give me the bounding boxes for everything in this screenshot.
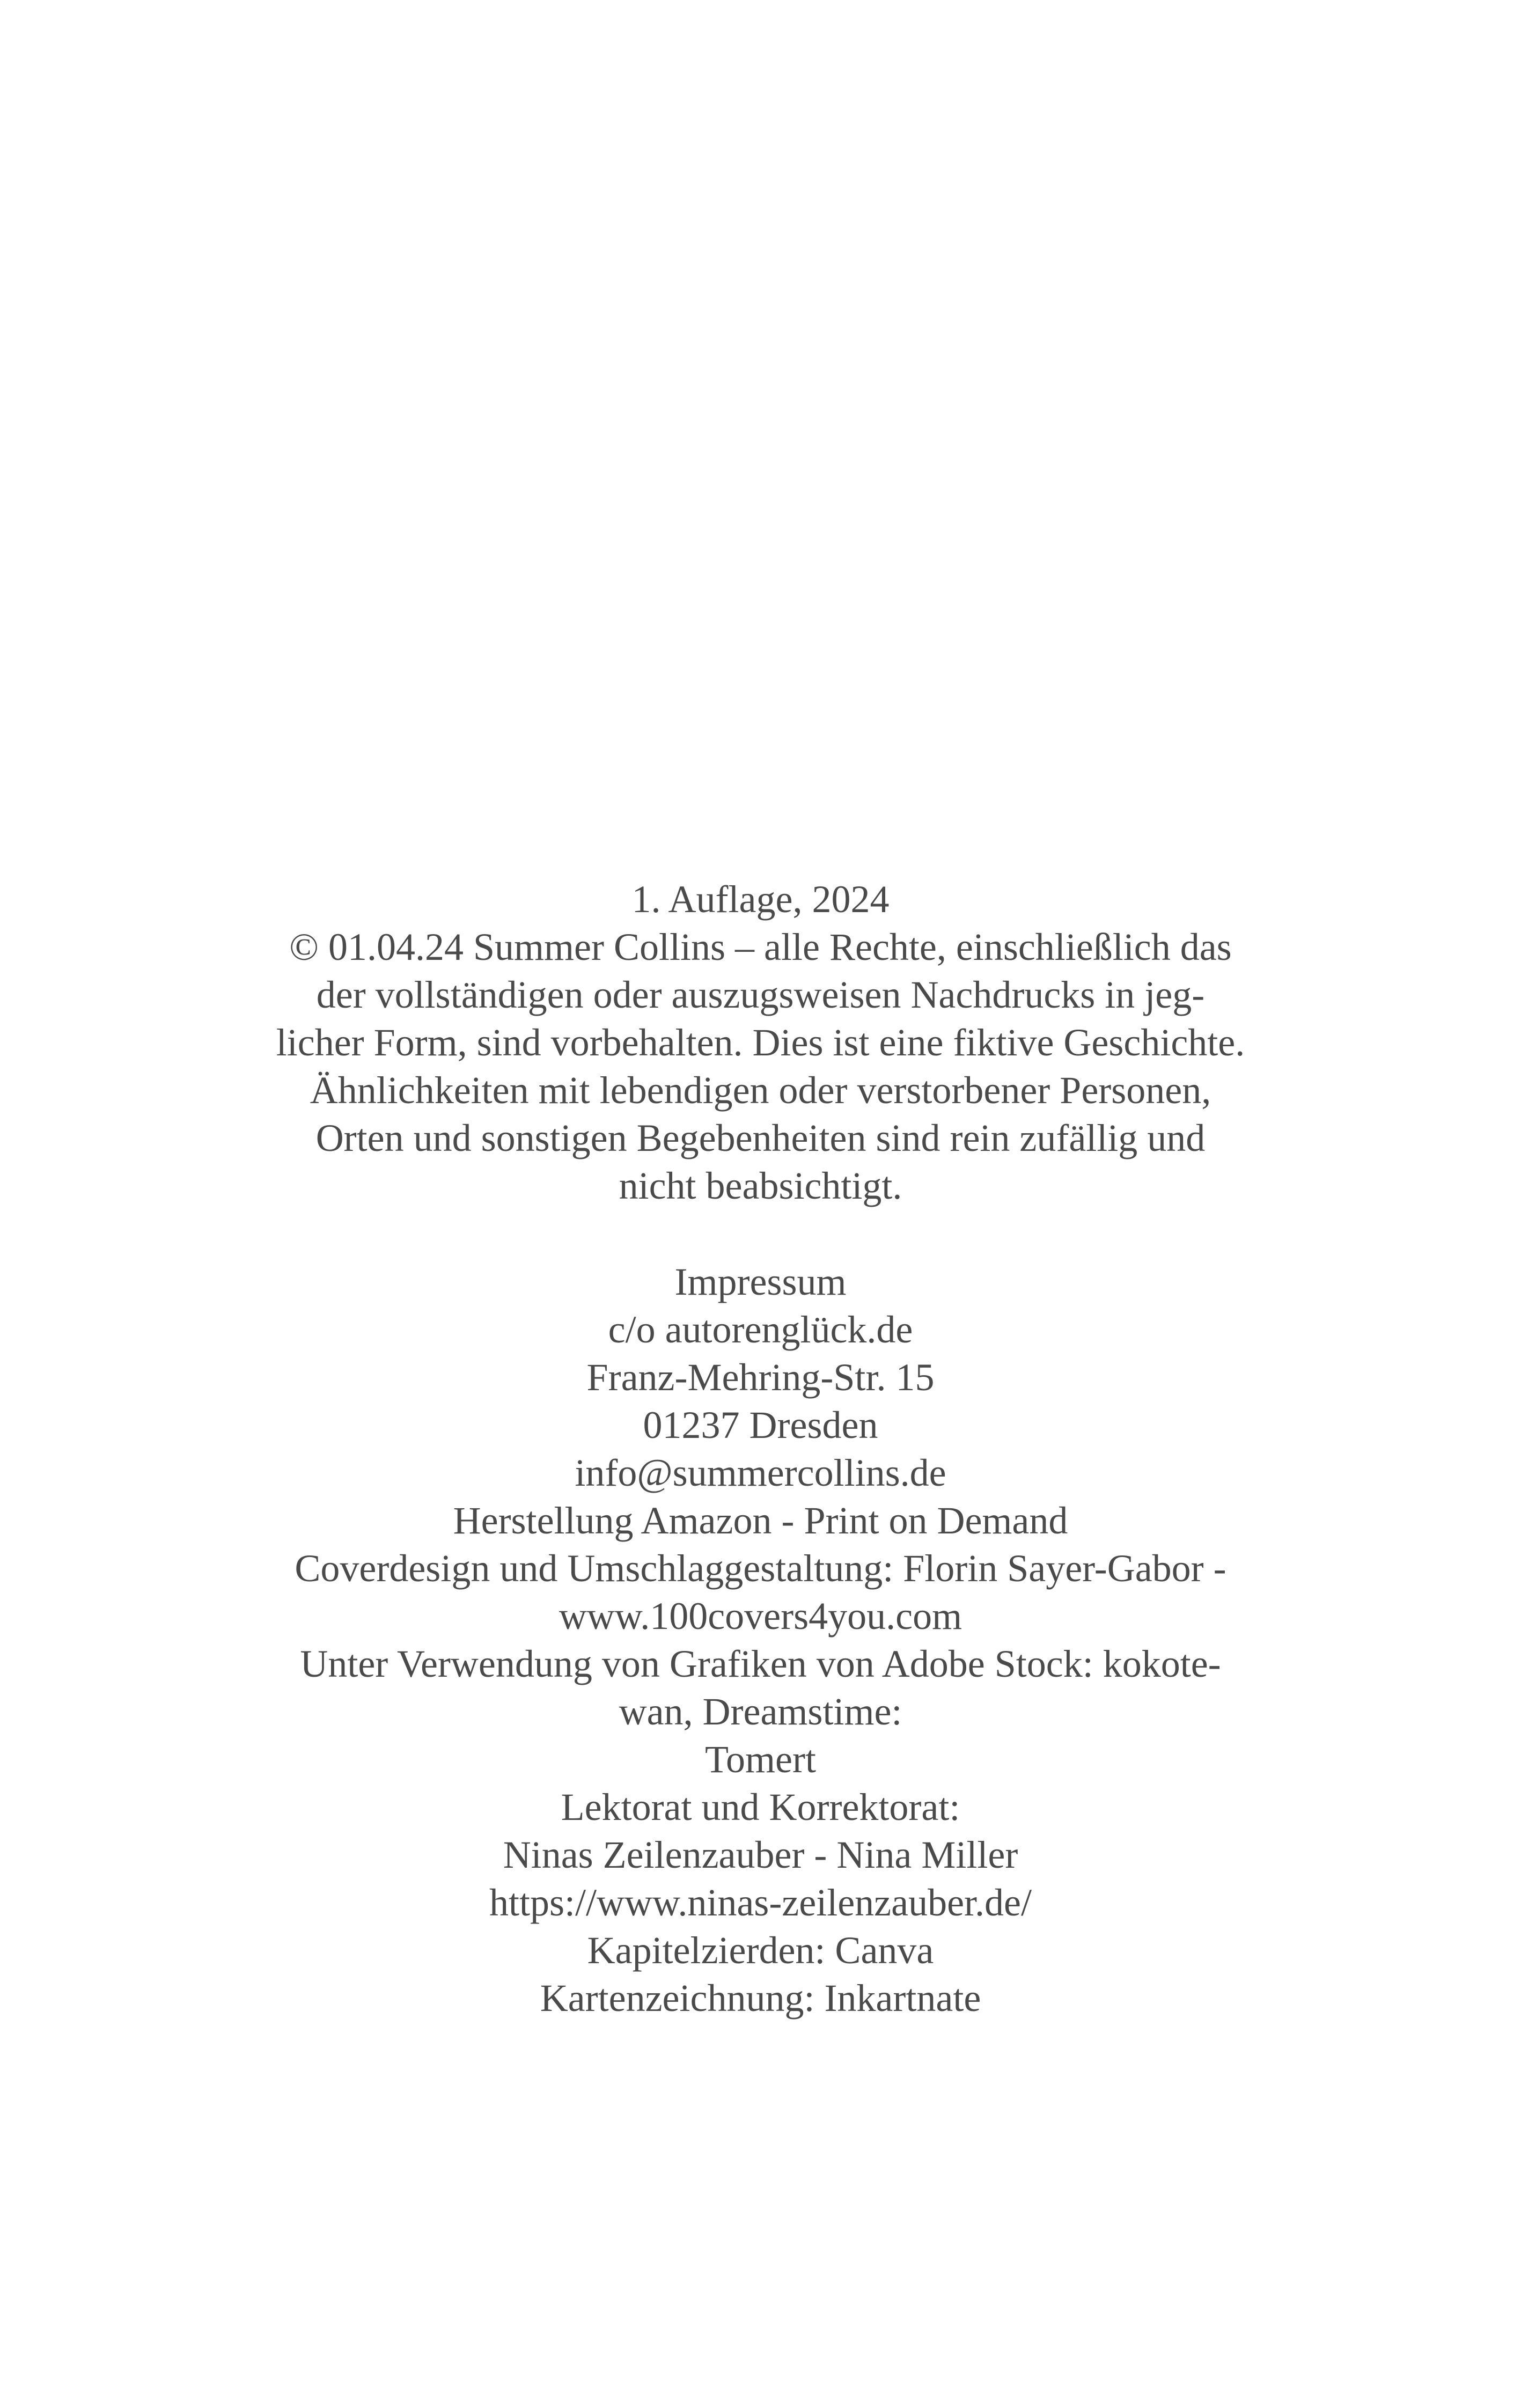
copyright-text-line: nicht beabsichtigt. [619,1164,902,1207]
impressum-url: www.100covers4you.com [559,1595,962,1638]
copyright-text-line: Orten und sonstigen Begebenheiten sind rein zufällig und [315,1117,1206,1159]
copyright-text-line: © 01.04.24 Summer Collins – alle Rechte, einschließlich das [289,926,1232,968]
impressum-credit-line: Coverdesign und Umschlaggestaltung: Florin Sayer-Gabor - [295,1547,1226,1590]
copyright-text-line: licher Form, sind vorbehalten. Dies ist eine fiktive Geschichte. [276,1021,1245,1064]
impressum-credit-line: wan, Dreamstime: [619,1690,902,1733]
impressum-credit-line: Kapitelzierden: Canva [587,1929,934,1972]
impressum-email: info@summercollins.de [575,1451,946,1494]
impressum-address-line: 01237 Dresden [643,1404,878,1447]
copyright-text-line: Ähnlichkeiten mit lebendigen oder verstorbener Personen, [310,1069,1211,1112]
impressum-address-line: c/o autorenglück.de [608,1308,913,1351]
impressum-section [0,1258,1521,2022]
impressum-credit-line: Tomert [705,1738,816,1781]
impressum-credit-line: Kartenzeichnung: Inkartnate [540,1977,981,2020]
edition-line: 1. Auflage, 2024 [631,878,890,921]
copyright-notice [0,876,1521,1210]
impressum-credit-line: Ninas Zeilenzauber - Nina Miller [503,1833,1018,1876]
impressum-credit-line: Unter Verwendung von Grafiken von Adobe Stock: kokote- [300,1642,1221,1685]
impressum-address-line: Franz-Mehring-Str. 15 [586,1356,935,1399]
copyright-text-line: der vollständigen oder auszugsweisen Nachdrucks in jeg- [316,973,1205,1016]
impressum-url: https://www.ninas-zeilenzauber.de/ [489,1881,1032,1924]
impressum-heading: Impressum [674,1260,847,1303]
impressum-credit-line: Lektorat und Korrektorat: [561,1786,960,1829]
impressum-credit-line: Herstellung Amazon - Print on Demand [453,1499,1068,1542]
